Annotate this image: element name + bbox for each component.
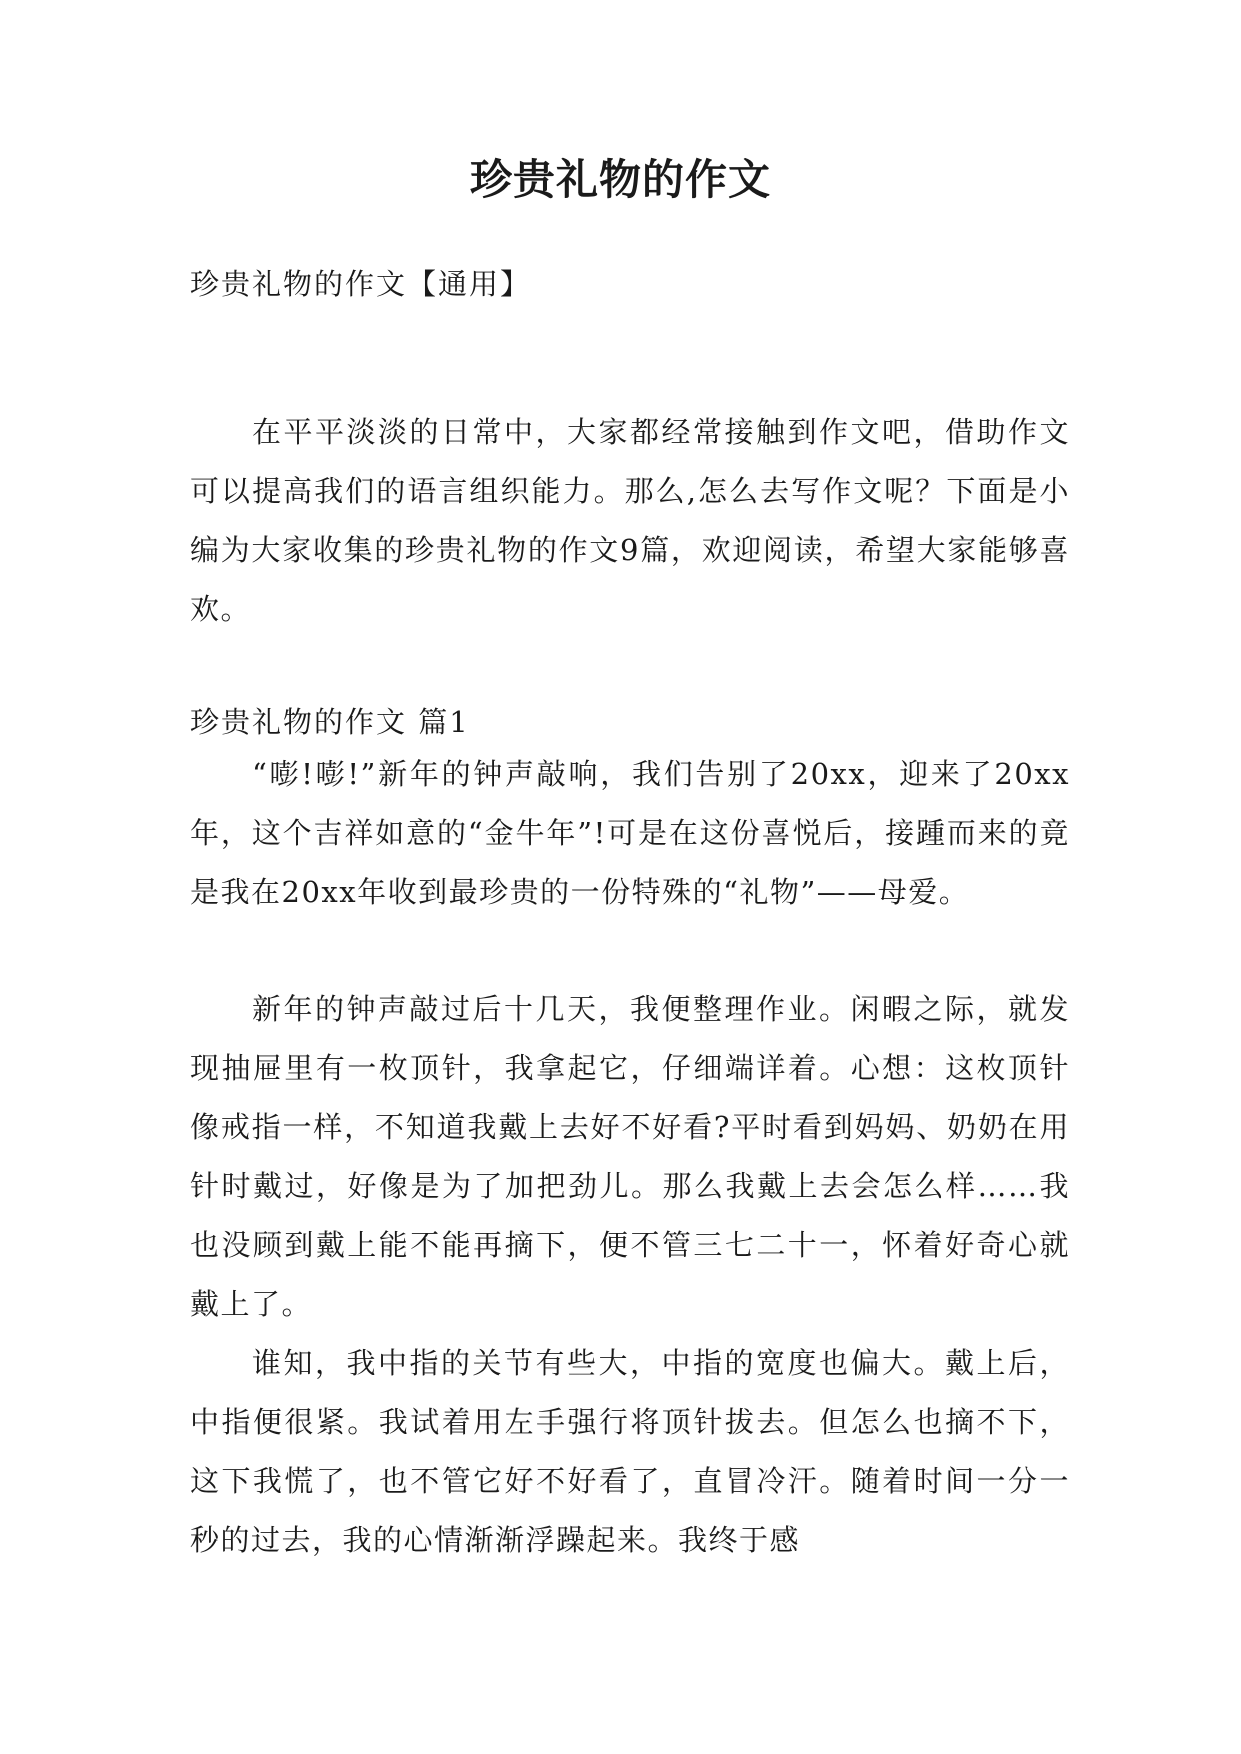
document-subtitle: 珍贵礼物的作文【通用】 [190,267,532,301]
body-paragraph: 新年的钟声敲过后十几天，我便整理作业。闲暇之际，就发现抽屉里有一枚顶针，我拿起它，仔细端详着。心想：这枚顶针像戒指一样，不知道我戴上去好不好看?平时看到妈妈、奶奶在用针时戴过，好像是为了加把劲儿。那么我戴上去会怎么样……我也没顾到戴上能不能再摘下，便不管三七二十一，怀着好奇心就戴上了。 [190,992,1070,1321]
intro-paragraph: 在平平淡淡的日常中，大家都经常接触到作文吧，借助作文可以提高我们的语言组织能力。那么,怎么去写作文呢？下面是小编为大家收集的珍贵礼物的作文9篇，欢迎阅读，希望大家能够喜欢。 [190,415,1070,626]
body-paragraph: “嘭!嘭!”新年的钟声敲响，我们告别了20xx，迎来了20xx年，这个吉祥如意的“金牛年”!可是在这份喜悦后，接踵而来的竟是我在20xx年收到最珍贵的一份特殊的“礼物”——母爱。 [190,757,1070,909]
body-paragraph: 谁知，我中指的关节有些大，中指的宽度也偏大。戴上后，中指便很紧。我试着用左手强行将顶针拔去。但怎么也摘不下，这下我慌了，也不管它好不好看了，直冒冷汗。随着时间一分一秒的过去，我的心情渐渐浮躁起来。我终于感 [190,1346,1070,1557]
section-title: 珍贵礼物的作文 篇1 [190,705,470,739]
document-title: 珍贵礼物的作文 [469,155,771,204]
